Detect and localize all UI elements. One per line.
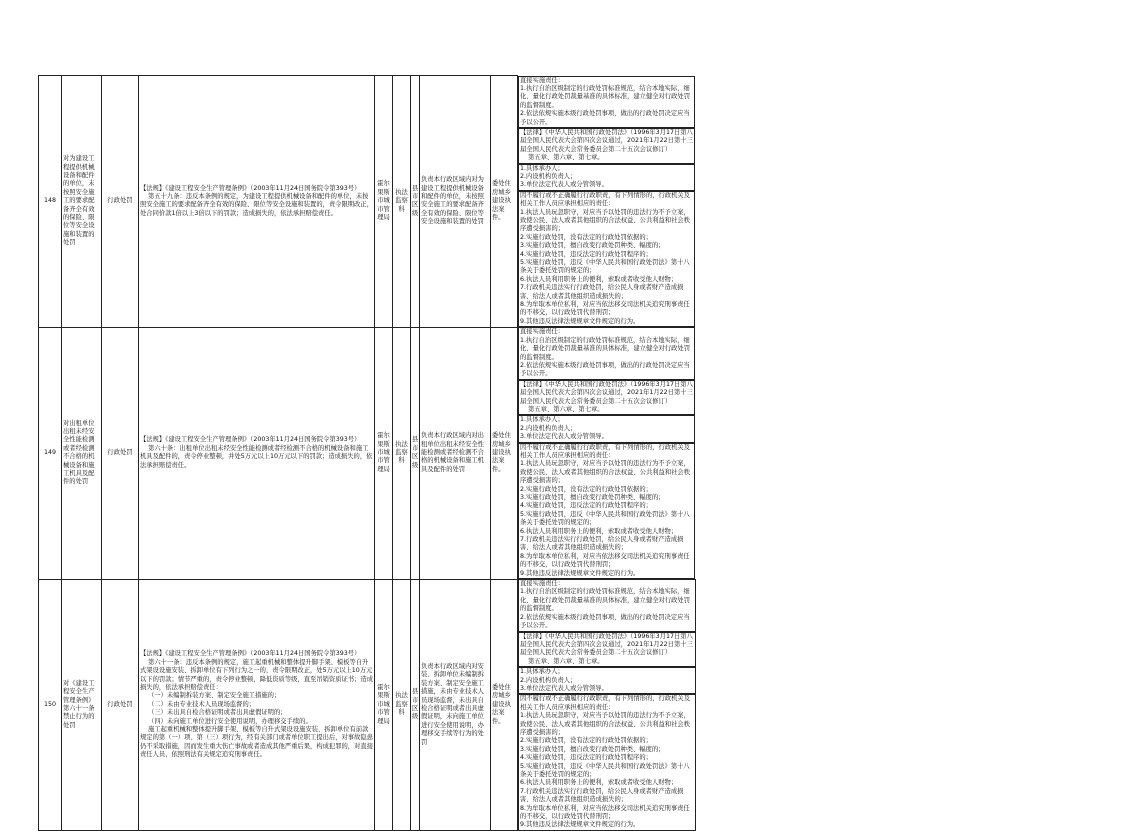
level: 县市区级 — [411, 579, 420, 831]
responsible-persons: 1.具体承办人； 2.内设机构负责人； 3.单位法定代表人或分管领导。 — [518, 667, 696, 694]
accountability: 因不履行或不正确履行行政职责，有下列情形的，行政机关及相关工作人员应承担相应的责任： 1.执法人员玩忽职守，对应当予以处罚的违法行为不予立案，致使公民、法人或者其他组织的合法权益、公共利益和社会秩序遭受损害的； 2.实施行政处罚，没有法定的行政处罚依据的； 3.实施行政处罚，擅自改变行政处罚种类、幅度的； 4.实施行政处罚，违反法定的行政处罚程序的； 5.实施行政处罚，违反《中华人民共和国行政处罚法》第十八条关于委托处罚的规定的； 6.执法人员利用职务上的便利，索取或者收受他人财物； 7.行政机关违法实行行政处罚，给公民人身或者财产造成损害、给法人或者其他组织造成损失的； 8.为牟取本单位私利，对应当依法移交司法机关追究刑事责任的不移交，以行政处罚代替刑罚； 9.其他违反法律法规规章文件规定的行为。 — [518, 191, 695, 328]
legal-basis-line: 【法规】《建设工程安全生产管理条例》（2003年11月24日国务院令第393号） — [140, 436, 361, 444]
handling-org: 委处住房城乡建设执法案件。 — [491, 579, 518, 831]
power-type: 行政处罚 — [102, 327, 139, 579]
department: 霍尔果斯市城市管理局 — [375, 579, 393, 831]
duty: 直接实施责任： 1.执行自治区级制定的行政处罚标准规范，结合本地实际，细化、量化行政处罚裁量基准的具体标准，建立健全对行政处罚的监督制度。 2.依法依规实施本级行政处罚事项，做出的行政处罚决定应当予以公开。 — [518, 76, 695, 128]
implementing-unit: 执法监察科 — [393, 579, 411, 831]
item-name: 对出租单位出租未经安全性能检测或者经检测不合格的机械设备和施工机具及配件的处罚 — [62, 327, 102, 579]
legal-basis-line: 第六十条：出租单位出租未经安全性能检测或者经检测不合格的机械设备和施工机具及配件的，责令停业整顿，并处5万元以上10万元以下的罚款；造成损失的，依法承担赔偿责任。 — [140, 444, 373, 469]
duty: 直接实施责任： 1.执行自治区级制定的行政处罚标准规范，结合本地实际，细化、量化行政处罚裁量基准的具体标准，建立健全对行政处罚的监督制度。 2.依法依规实施本级行政处罚事项，做出的行政处罚决定应当予以公开。 — [518, 579, 696, 631]
scope: 负责本行政区域内对出租单位出租未经安全性能检测或者经检测不合格的机械设备和施工机具及配件的处罚 — [420, 327, 491, 579]
level: 县市区级 — [411, 327, 420, 579]
row-number: 150 — [39, 579, 62, 831]
responsible-persons: 1.具体承办人； 2.内设机构负责人； 3.单位法定代表人或分管领导。 — [518, 415, 695, 442]
power-list-table — [38, 75, 1099, 831]
legal-basis-line: 施工起重机械和整体提升脚手架、模板等自升式架设设施安装、拆卸单位有前款规定的第（一）项、第（三）项行为，经有关部门或者单位职工提出后，对事故隐患仍不采取措施，因而发生重大伤亡事故或者造成其他严重后果，构成犯罪的，对直接责任人员，依照刑法有关规定追究刑事责任。 — [140, 725, 373, 759]
legal-basis — [139, 327, 375, 579]
responsible-persons: 1.具体承办人； 2.内设机构负责人； 3.单位法定代表人或分管领导。 — [518, 164, 695, 191]
implementing-unit: 执法监察科 — [393, 327, 411, 579]
legal-basis-line: （二）未由专业技术人员现场监督的； — [140, 700, 256, 708]
legal-basis-line: 【法规】《建设工程安全生产管理条例》（2003年11月24日国务院令第393号） — [140, 650, 361, 658]
department: 霍尔果斯市城市管理局 — [375, 76, 393, 328]
duty: 直接实施责任： 1.执行自治区级制定的行政处罚标准规范，结合本地实际，细化、量化行政处罚裁量基准的具体标准，建立健全对行政处罚的监督制度。 2.依法依规实施本级行政处罚事项，做出的行政处罚决定应当予以公开。 — [518, 327, 695, 379]
power-type: 行政处罚 — [102, 76, 139, 328]
legal-basis-line: 【法规】《建设工程安全生产管理条例》（2003年11月24日国务院令第393号） — [140, 184, 361, 192]
power-list-page — [38, 75, 1098, 831]
accountability: 因不履行或不正确履行行政职责，有下列情形的，行政机关及相关工作人员应承担相应的责任： 1.执法人员玩忽职守，对应当予以处罚的违法行为不予立案，致使公民、法人或者其他组织的合法权益、公共利益和社会秩序遭受损害的； 2.实施行政处罚，没有法定的行政处罚依据的； 3.实施行政处罚，擅自改变行政处罚种类、幅度的； 4.实施行政处罚，违反法定的行政处罚程序的； 5.实施行政处罚，违反《中华人民共和国行政处罚法》第十八条关于委托处罚的规定的； 6.执法人员利用职务上的便利，索取或者收受他人财物； 7.行政机关违法实行行政处罚，给公民人身或者财产造成损害、给法人或者其他组织造成损失的； 8.为牟取本单位私利，对应当依法移交司法机关追究刑事责任的不移交，以行政处罚代替刑罚； 9.其他违反法律法规规章文件规定的行为。 — [518, 694, 696, 831]
legal-basis-line: 第五十九条：违反本条例的规定，为建设工程提供机械设备和配件的单位，未按照安全施工的要求配备齐全有效的保险、限位等安全设施和装置的，责令限期改正，处合同价款1倍以上3倍以下的罚款；造成损失的，依法承担赔偿责任。 — [140, 192, 373, 217]
legal-basis-line: （四）未向施工单位进行安全使用说明，办理移交手续的。 — [140, 717, 312, 725]
item-name: 对《建设工程安全生产管理条例》第六十一条禁止行为的处罚 — [62, 579, 102, 831]
implementing-unit: 执法监察科 — [393, 76, 411, 328]
legal-basis-line: （一）未编制拆装方案、制定安全施工措施的； — [140, 692, 281, 700]
row-number: 149 — [39, 327, 62, 579]
table-row — [39, 579, 1099, 831]
duty-basis: 【法律】《中华人民共和国行政处罚法》（1996年3月17日第八届全国人民代表大会第四次会议通过，2021年1月22日第十三届全国人民代表大会常务委员会第二十五次会议修订） 第五章、第六章、第七章。 — [518, 380, 695, 416]
duty-basis: 【法律】《中华人民共和国行政处罚法》（1996年3月17日第八届全国人民代表大会第四次会议通过，2021年1月22日第十三届全国人民代表大会常务委员会第二十五次会议修订） 第五章、第六章、第七章。 — [518, 632, 696, 668]
legal-basis-line: （三）未出具自检合格证明或者出具虚假证明的； — [140, 709, 287, 717]
row-number: 148 — [39, 76, 62, 328]
legal-basis — [139, 579, 375, 831]
scope: 负责本行政区域内对为建设工程提供机械设备和配件的单位，未按照安全施工的要求配备齐全有效的保险、限位等安全设施和装置的处罚 — [420, 76, 491, 328]
power-type: 行政处罚 — [102, 579, 139, 831]
legal-basis — [139, 76, 375, 328]
department: 霍尔果斯市城市管理局 — [375, 327, 393, 579]
accountability: 因不履行或不正确履行行政职责，有下列情形的，行政机关及相关工作人员应承担相应的责任： 1.执法人员玩忽职守，对应当予以处罚的违法行为不予立案，致使公民、法人或者其他组织的合法权益、公共利益和社会秩序遭受损害的； 2.实施行政处罚，没有法定的行政处罚依据的； 3.实施行政处罚，擅自改变行政处罚种类、幅度的； 4.实施行政处罚，违反法定的行政处罚程序的； 5.实施行政处罚，违反《中华人民共和国行政处罚法》第十八条关于委托处罚的规定的； 6.执法人员利用职务上的便利，索取或者收受他人财物； 7.行政机关违法实行行政处罚，给公民人身或者财产造成损害、给法人或者其他组织造成损失的； 8.为牟取本单位私利，对应当依法移交司法机关追究刑事责任的不移交，以行政处罚代替刑罚； 9.其他违反法律法规规章文件规定的行为。 — [518, 443, 695, 580]
scope: 负责本行政区域内对安装、拆卸单位未编制拆装方案、制定安全施工措施，未由专业技术人员现场监督，未出具自检合格证明或者出具虚假证明，未向施工单位进行安全使用说明，办理移交手续等行为的处罚 — [420, 579, 491, 831]
handling-org: 委处住房城乡建设执法案件。 — [491, 327, 518, 579]
item-name: 对为建设工程提供机械设备和配件的单位，未按照安全施工的要求配备齐全有效的保险、限位等安全设施和装置的处罚 — [62, 76, 102, 328]
level: 县市区级 — [411, 76, 420, 328]
handling-org: 委处住房城乡建设执法案件。 — [491, 76, 518, 328]
duty-basis: 【法律】《中华人民共和国行政处罚法》（1996年3月17日第八届全国人民代表大会第四次会议通过，2021年1月22日第十三届全国人民代表大会常务委员会第二十五次会议修订） 第五章、第六章、第七章。 — [518, 128, 695, 164]
table-row — [39, 76, 1099, 328]
legal-basis-line: 第六十一条：违反本条例的规定，施工起重机械和整体提升脚手架、模板等自升式架设设施安装、拆卸单位有下列行为之一的，责令限期改正，处5万元以上10万元以下的罚款；情节严重的，责令停业整顿，降低资质等级，直至吊销资质证书；造成损失的，依法承担赔偿责任： — [140, 658, 373, 691]
table-row — [39, 327, 1099, 579]
